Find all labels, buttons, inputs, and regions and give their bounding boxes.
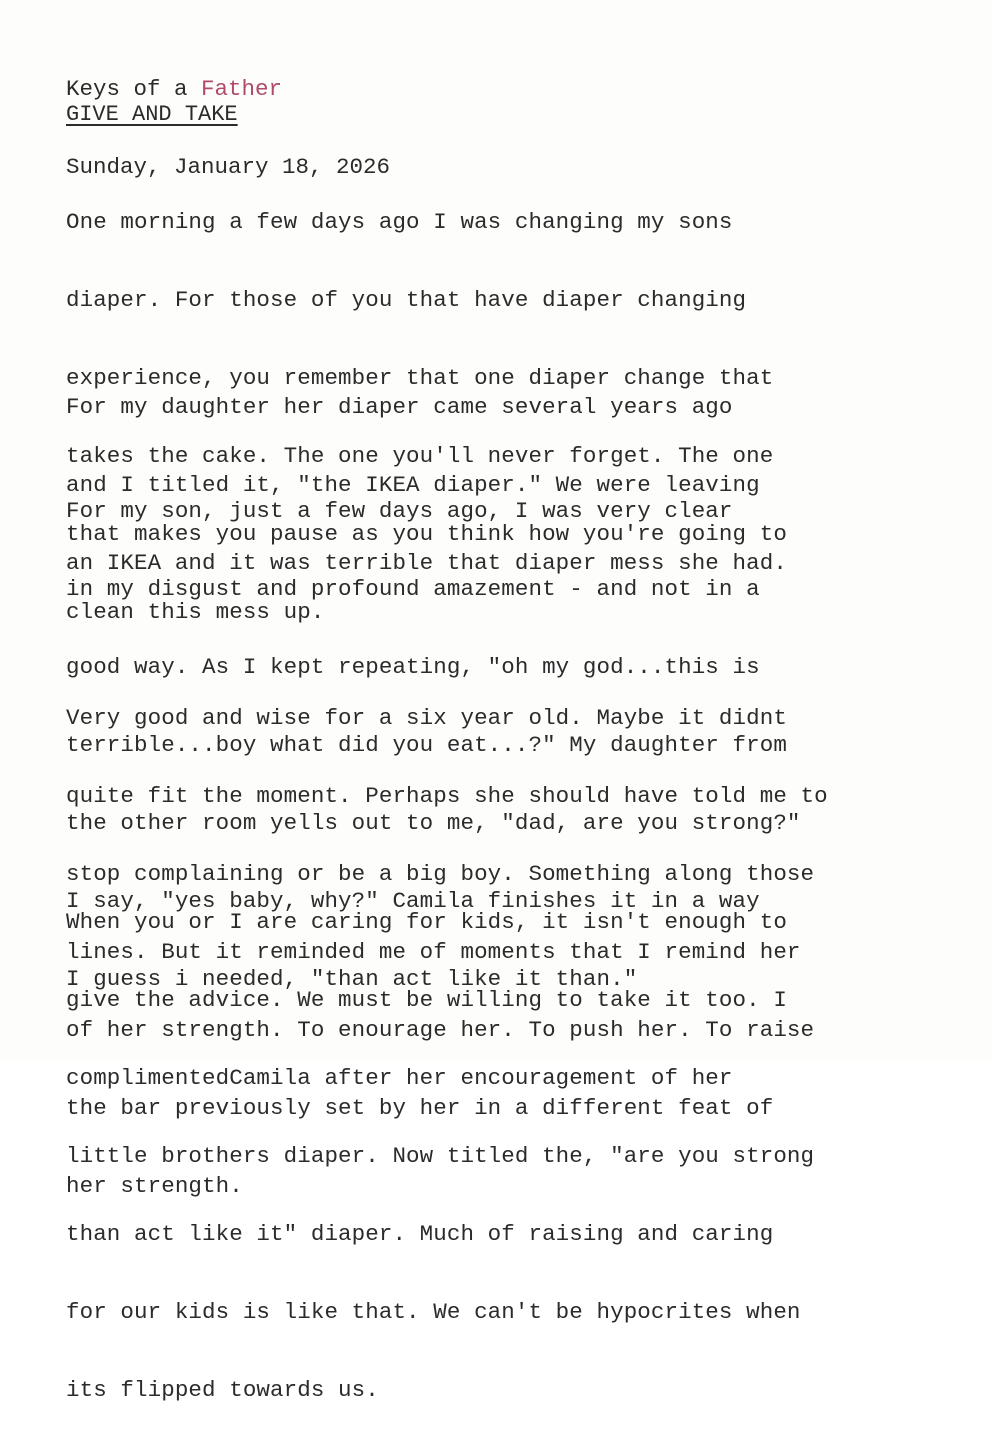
text-line: and I titled it, "the IKEA diaper." We were leaving	[66, 472, 760, 498]
text-line: good way. As I kept repeating, "oh my god...this is	[66, 654, 760, 680]
text-line: the other room yells out to me, "dad, are you strong?"	[66, 810, 801, 836]
text-line: For my son, just a few days ago, I was very clear	[66, 498, 733, 524]
text-line: terrible...boy what did you eat...?" My daughter from	[66, 732, 787, 758]
text-line: One morning a few days ago I was changing my sons	[66, 209, 733, 235]
title-prefix: Keys of a	[66, 76, 202, 102]
document-title	[66, 76, 390, 102]
text-line: takes the cake. The one you'll never forget. The one	[66, 443, 774, 469]
section-title: GIVE AND TAKE	[66, 102, 238, 127]
text-line: little brothers diaper. Now titled the, "are you strong	[66, 1143, 815, 1169]
text-line: quite fit the moment. Perhaps she should have told me to	[66, 783, 828, 809]
text-line: an IKEA and it was terrible that diaper mess she had.	[66, 550, 787, 576]
text-line: clean this mess up.	[66, 599, 325, 625]
text-line: its flipped towards us.	[66, 1377, 379, 1403]
text-line: diaper. For those of you that have diaper changing	[66, 287, 747, 313]
text-line: in my disgust and profound amazement - and not in a	[66, 576, 760, 602]
text-line: that makes you pause as you think how you're going to	[66, 521, 787, 547]
text-line: When you or I are caring for kids, it isn't enough to	[66, 909, 787, 935]
text-line: give the advice. We must be willing to take it too. I	[66, 987, 787, 1013]
text-line: complimentedCamila after her encouragement of her	[66, 1065, 733, 1091]
text-line: stop complaining or be a big boy. Something along those	[66, 861, 815, 887]
text-line: the bar previously set by her in a different feat of	[66, 1095, 774, 1121]
text-line: I guess i needed, "than act like it than."	[66, 966, 638, 992]
text-line: Very good and wise for a six year old. Maybe it didnt	[66, 705, 787, 731]
text-line: for our kids is like that. We can't be hypocrites when	[66, 1299, 801, 1325]
text-line: her strength.	[66, 1173, 243, 1199]
paragraph-5	[66, 857, 814, 1455]
text-line: experience, you remember that one diaper change that	[66, 365, 774, 391]
text-line: I say, "yes baby, why?" Camila finishes it in a way	[66, 888, 760, 914]
text-line: For my daughter her diaper came several years ago	[66, 394, 733, 420]
text-line: than act like it" diaper. Much of raising and caring	[66, 1221, 774, 1247]
title-accent: Father	[201, 76, 283, 102]
text-line: lines. But it reminded me of moments that I remind her	[66, 939, 801, 965]
document-date: Sunday, January 18, 2026	[66, 154, 391, 180]
text-line: of her strength. To enourage her. To push her. To raise	[66, 1017, 815, 1043]
